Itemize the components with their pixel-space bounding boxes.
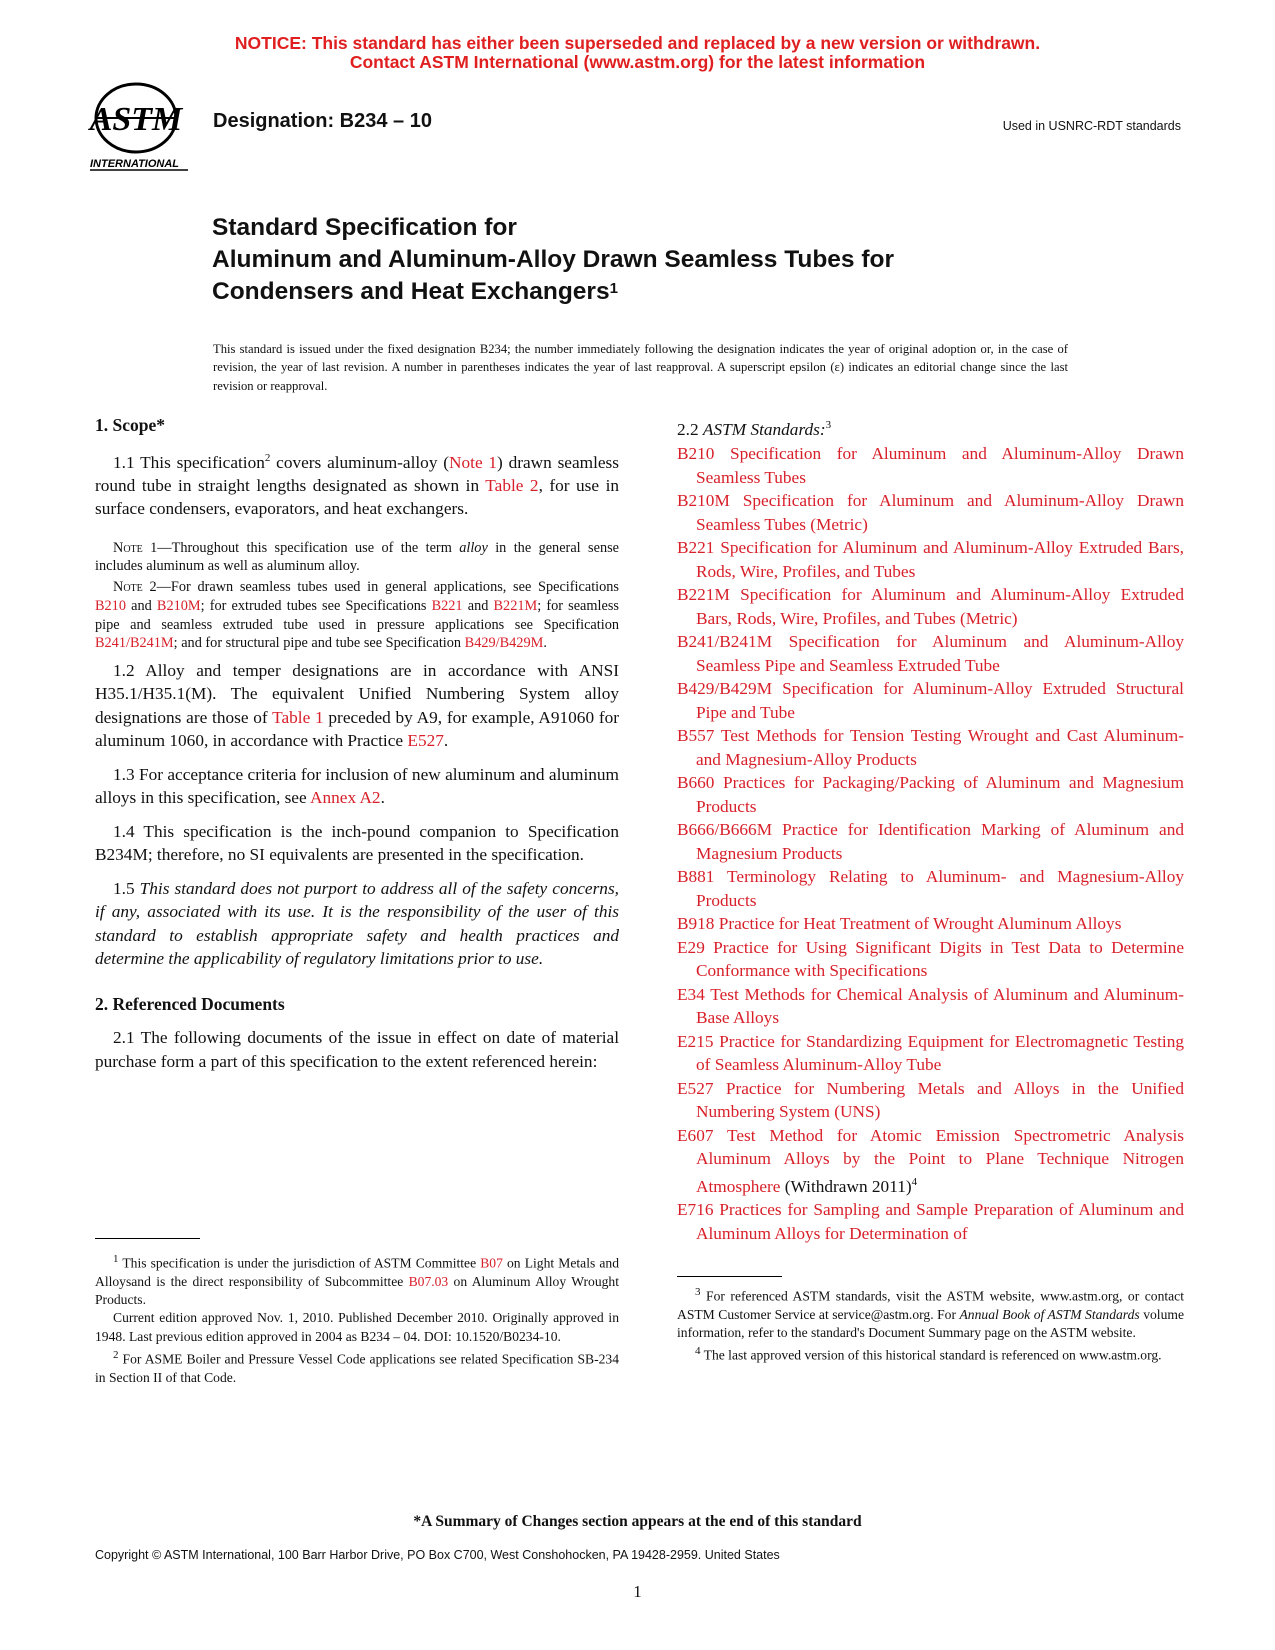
para-1-3: 1.3 For acceptance criteria for inclusion of new aluminum and aluminum alloys in this specification, see Annex A2. [95, 764, 619, 808]
reference-title-link[interactable]: Specification for Aluminum-Alloy Extruded Structural Pipe and Tube [696, 679, 1184, 722]
reference-code-link[interactable]: E34 [677, 984, 705, 1004]
title-line-3: Condensers and Heat Exchangers$^1$ [212, 278, 618, 305]
notice-banner [0, 34, 1275, 72]
para-1-5: 1.5 This standard does not purport to address all of the safety concerns, if any, associated with its use. It is the responsibility of the user of this standard to establish appropriate safety and health practices and determine the applicability of regulatory limitations prior to use. [95, 878, 619, 969]
title-line-1: Standard Specification for [212, 214, 517, 241]
reference-code-link[interactable]: B241/B241M [677, 632, 773, 652]
reference-item [677, 630, 1184, 677]
reference-title-link[interactable]: Test Methods for Tension Testing Wrought and Cast Aluminum- and Magnesium-Alloy Products [696, 726, 1184, 769]
astm-logo [88, 80, 198, 180]
reference-title-link[interactable]: Specification for Aluminum and Aluminum-Alloy Extruded Bars, Rods, Wire, Profiles, and Tubes [696, 538, 1184, 581]
reference-item [677, 865, 1184, 912]
reference-code-link[interactable]: E527 [677, 1078, 714, 1098]
footnote-rule-right [677, 1276, 782, 1277]
reference-title-link[interactable]: Specification for Aluminum and Aluminum-Alloy Extruded Bars, Rods, Wire, Profiles, and Tubes (Metric) [696, 585, 1184, 628]
reference-title-link[interactable]: Practice for Standardizing Equipment for Electromagnetic Testing of Seamless Aluminum-Alloy Tube [696, 1031, 1184, 1075]
reference-item [677, 1124, 1184, 1198]
notice-line-2: Contact ASTM International (www.astm.org) for the latest information [349, 52, 926, 72]
footnote-1: $^1$ This specification is under the jurisdiction of ASTM Committee B07 on Light Metals and Alloysand is the direct responsibility of Subcommittee B07.03 on Aluminum Alloy Wrought Products. [95, 1253, 620, 1308]
reference-title-link[interactable]: Practice for Using Significant Digits in Test Data to Determine Conformance with Specifications [696, 937, 1184, 981]
reference-item [677, 1077, 1184, 1124]
reference-item [677, 1198, 1184, 1245]
svg-text:ASTM: ASTM [89, 101, 183, 138]
reference-code-link[interactable]: E716 [677, 1200, 714, 1220]
reference-title-link[interactable]: Test Methods for Chemical Analysis of Aluminum and Aluminum-Base Alloys [696, 984, 1184, 1028]
reference-item [677, 583, 1184, 630]
right-column [677, 414, 1184, 1245]
left-column [95, 414, 619, 1073]
page-number: 1 [633, 1582, 642, 1601]
designation: Designation: B234 – 10 [213, 110, 432, 132]
reference-code-link[interactable]: B210M [677, 491, 730, 511]
copyright: Copyright © ASTM International, 100 Barr Harbor Drive, PO Box C700, West Conshohocken, PA 19428-2959. United States [95, 1548, 780, 1562]
reference-code-link[interactable]: B881 [677, 867, 715, 887]
reference-code-link[interactable]: B666/B666M [677, 820, 773, 840]
logo-text: INTERNATIONAL [90, 158, 180, 170]
b07-03-link[interactable]: B07.03 [408, 1273, 449, 1289]
reference-title-link[interactable]: Specification for Aluminum and Aluminum-Alloy Drawn Seamless Tubes (Metric) [696, 491, 1184, 534]
reference-code-link[interactable]: B660 [677, 773, 715, 793]
reference-code-link[interactable]: B221 [677, 538, 715, 558]
ref-link-b221[interactable]: B221 [431, 597, 463, 614]
ref-link-b210[interactable]: B210 [95, 597, 126, 614]
reference-code-link[interactable]: E215 [677, 1031, 714, 1051]
table-2-link[interactable]: Table 2 [485, 475, 539, 495]
ref-link-b221m[interactable]: B221M [493, 597, 538, 614]
notice-line-1: NOTICE: This standard has either been superseded and replaced by a new version or withdrawn. [234, 33, 1041, 53]
para-1-2: 1.2 Alloy and temper designations are in accordance with ANSI H35.1/H35.1(M). The equivalent Unified Numbering System alloy designations are those of Table 1 preceded by A9, for example, A91060 for aluminum 1060, in accordance with Practice E527. [95, 660, 619, 751]
referenced-documents-heading: 2. Referenced Documents [95, 993, 285, 1014]
reference-item [677, 818, 1184, 865]
reference-item [677, 489, 1184, 536]
reference-code-link[interactable]: B221M [677, 585, 730, 605]
note-1: Note 1—Throughout this specification use of the term alloy in the general sense includes aluminum as well as aluminum alloy. [95, 539, 619, 575]
ref-link-b241[interactable]: B241/B241M [95, 635, 174, 652]
reference-item [677, 724, 1184, 771]
footnotes-left [95, 1250, 619, 1387]
reference-title-link[interactable]: Terminology Relating to Aluminum- and Magnesium-Alloy Products [696, 867, 1184, 910]
ref-link-b210m[interactable]: B210M [156, 597, 201, 614]
reference-item [677, 1030, 1184, 1077]
reference-title-link[interactable]: Practice for Heat Treatment of Wrought Aluminum Alloys [714, 914, 1122, 934]
b07-link[interactable]: B07 [480, 1255, 503, 1271]
referenced-standards-list [677, 442, 1184, 1245]
table-1-link[interactable]: Table 1 [272, 707, 324, 727]
note-1-link[interactable]: Note 1 [449, 452, 498, 472]
reference-title-link[interactable]: Test Method for Atomic Emission Spectrometric Analysis Aluminum Alloys by the Point to Plane Technique Nitrogen Atmosphere [696, 1125, 1184, 1196]
reference-item [677, 677, 1184, 724]
reference-item [677, 912, 1184, 936]
summary-of-changes-note: *A Summary of Changes section appears at the end of this standard [413, 1513, 862, 1530]
reference-title-link[interactable]: Practices for Sampling and Sample Preparation of Aluminum and Aluminum Alloys for Determination of [696, 1200, 1184, 1243]
reference-footnote-mark: 4 [911, 1175, 918, 1188]
reference-item [677, 536, 1184, 583]
footnote-4: $^4$ The last approved version of this historical standard is referenced on www.astm.org. [695, 1345, 1162, 1363]
reference-item [677, 771, 1184, 818]
footnote-3: $^3$ For referenced ASTM standards, visit the ASTM website, www.astm.org, or contact ASTM Customer Service at service@astm.org. For Annual Book of ASTM Standards volume information, refer to the standard's Document Summary page on the ASTM website. [677, 1286, 1184, 1341]
reference-item [677, 442, 1184, 489]
issuance-statement: This standard is issued under the fixed designation B234; the number immediately following the designation indicates the year of original adoption or, in the case of revision, the year of last revision. A number in parentheses indicates the year of last reapproval. A superscript epsilon (ε) indicates an editorial change since the last revision or reapproval. [213, 342, 1068, 393]
reference-item [677, 983, 1184, 1030]
reference-item [677, 936, 1184, 983]
reference-title-link[interactable]: Practices for Packaging/Packing of Aluminum and Magnesium Products [696, 773, 1184, 816]
ref-link-b429[interactable]: B429/B429M [464, 635, 544, 652]
astm-standards-heading: 2.2 ASTM Standards:$^3$ [677, 419, 832, 439]
document-title [212, 212, 894, 308]
reference-code-link[interactable]: B557 [677, 726, 715, 746]
reference-code-link[interactable]: E607 [677, 1125, 714, 1145]
reference-withdrawn-note: (Withdrawn 2011) [780, 1176, 912, 1196]
reference-code-link[interactable]: B210 [677, 444, 715, 464]
reference-title-link[interactable]: Practice for Identification Marking of Aluminum and Magnesium Products [696, 820, 1184, 863]
reference-title-link[interactable]: Specification for Aluminum and Aluminum-Alloy Seamless Pipe and Seamless Extruded Tube [696, 632, 1184, 675]
para-1-4: 1.4 This specification is the inch-pound companion to Specification B234M; therefore, no SI equivalents are presented in the specification. [95, 821, 619, 865]
reference-code-link[interactable]: E29 [677, 937, 705, 957]
footnote-1-edition: Current edition approved Nov. 1, 2010. Published December 2010. Originally approved in 1948. Last previous edition approved in 2004 as B234 – 04. DOI: 10.1520/B0234-10. [95, 1310, 619, 1344]
used-in-label: Used in USNRC-RDT standards [1002, 119, 1181, 133]
reference-title-link[interactable]: Specification for Aluminum and Aluminum-Alloy Drawn Seamless Tubes [696, 444, 1184, 487]
astm-logo-icon [88, 80, 198, 180]
note-2: Note 2—For drawn seamless tubes used in general applications, see Specifications B210 and B210M; for extruded tubes see Specifications B221 and B221M; for seamless pipe and seamless extruded tube used in pressure applications see Specification B241/B241M; and for structural pipe and tube see Specification B429/B429M. [95, 579, 619, 652]
para-1-1: 1.1 This specification$^2$ covers aluminum-alloy (Note 1) drawn seamless round tube in straight lengths designated as shown in Table 2, for use in surface condensers, evaporators, and heat exchangers. [95, 451, 620, 519]
reference-code-link[interactable]: B429/B429M [677, 679, 773, 699]
scope-heading: 1. Scope* [95, 415, 165, 435]
title-line-2: Aluminum and Aluminum-Alloy Drawn Seamless Tubes for [212, 246, 895, 273]
reference-code-link[interactable]: B918 [677, 914, 715, 934]
reference-title-link[interactable]: Practice for Numbering Metals and Alloys in the Unified Numbering System (UNS) [696, 1078, 1184, 1122]
para-2-1: 2.1 The following documents of the issue in effect on date of material purchase form a part of this specification to the extent referenced herein: [95, 1028, 619, 1071]
footnotes-right [677, 1283, 1184, 1365]
footnote-rule-left [95, 1238, 200, 1239]
title-footnote-mark: 1 [609, 280, 618, 297]
e527-link[interactable]: E527 [407, 731, 444, 751]
footnote-2: $^2$ For ASME Boiler and Pressure Vessel Code applications see related Specification SB-234 in Section II of that Code. [95, 1349, 619, 1385]
annex-a2-link[interactable]: Annex A2 [310, 788, 381, 808]
